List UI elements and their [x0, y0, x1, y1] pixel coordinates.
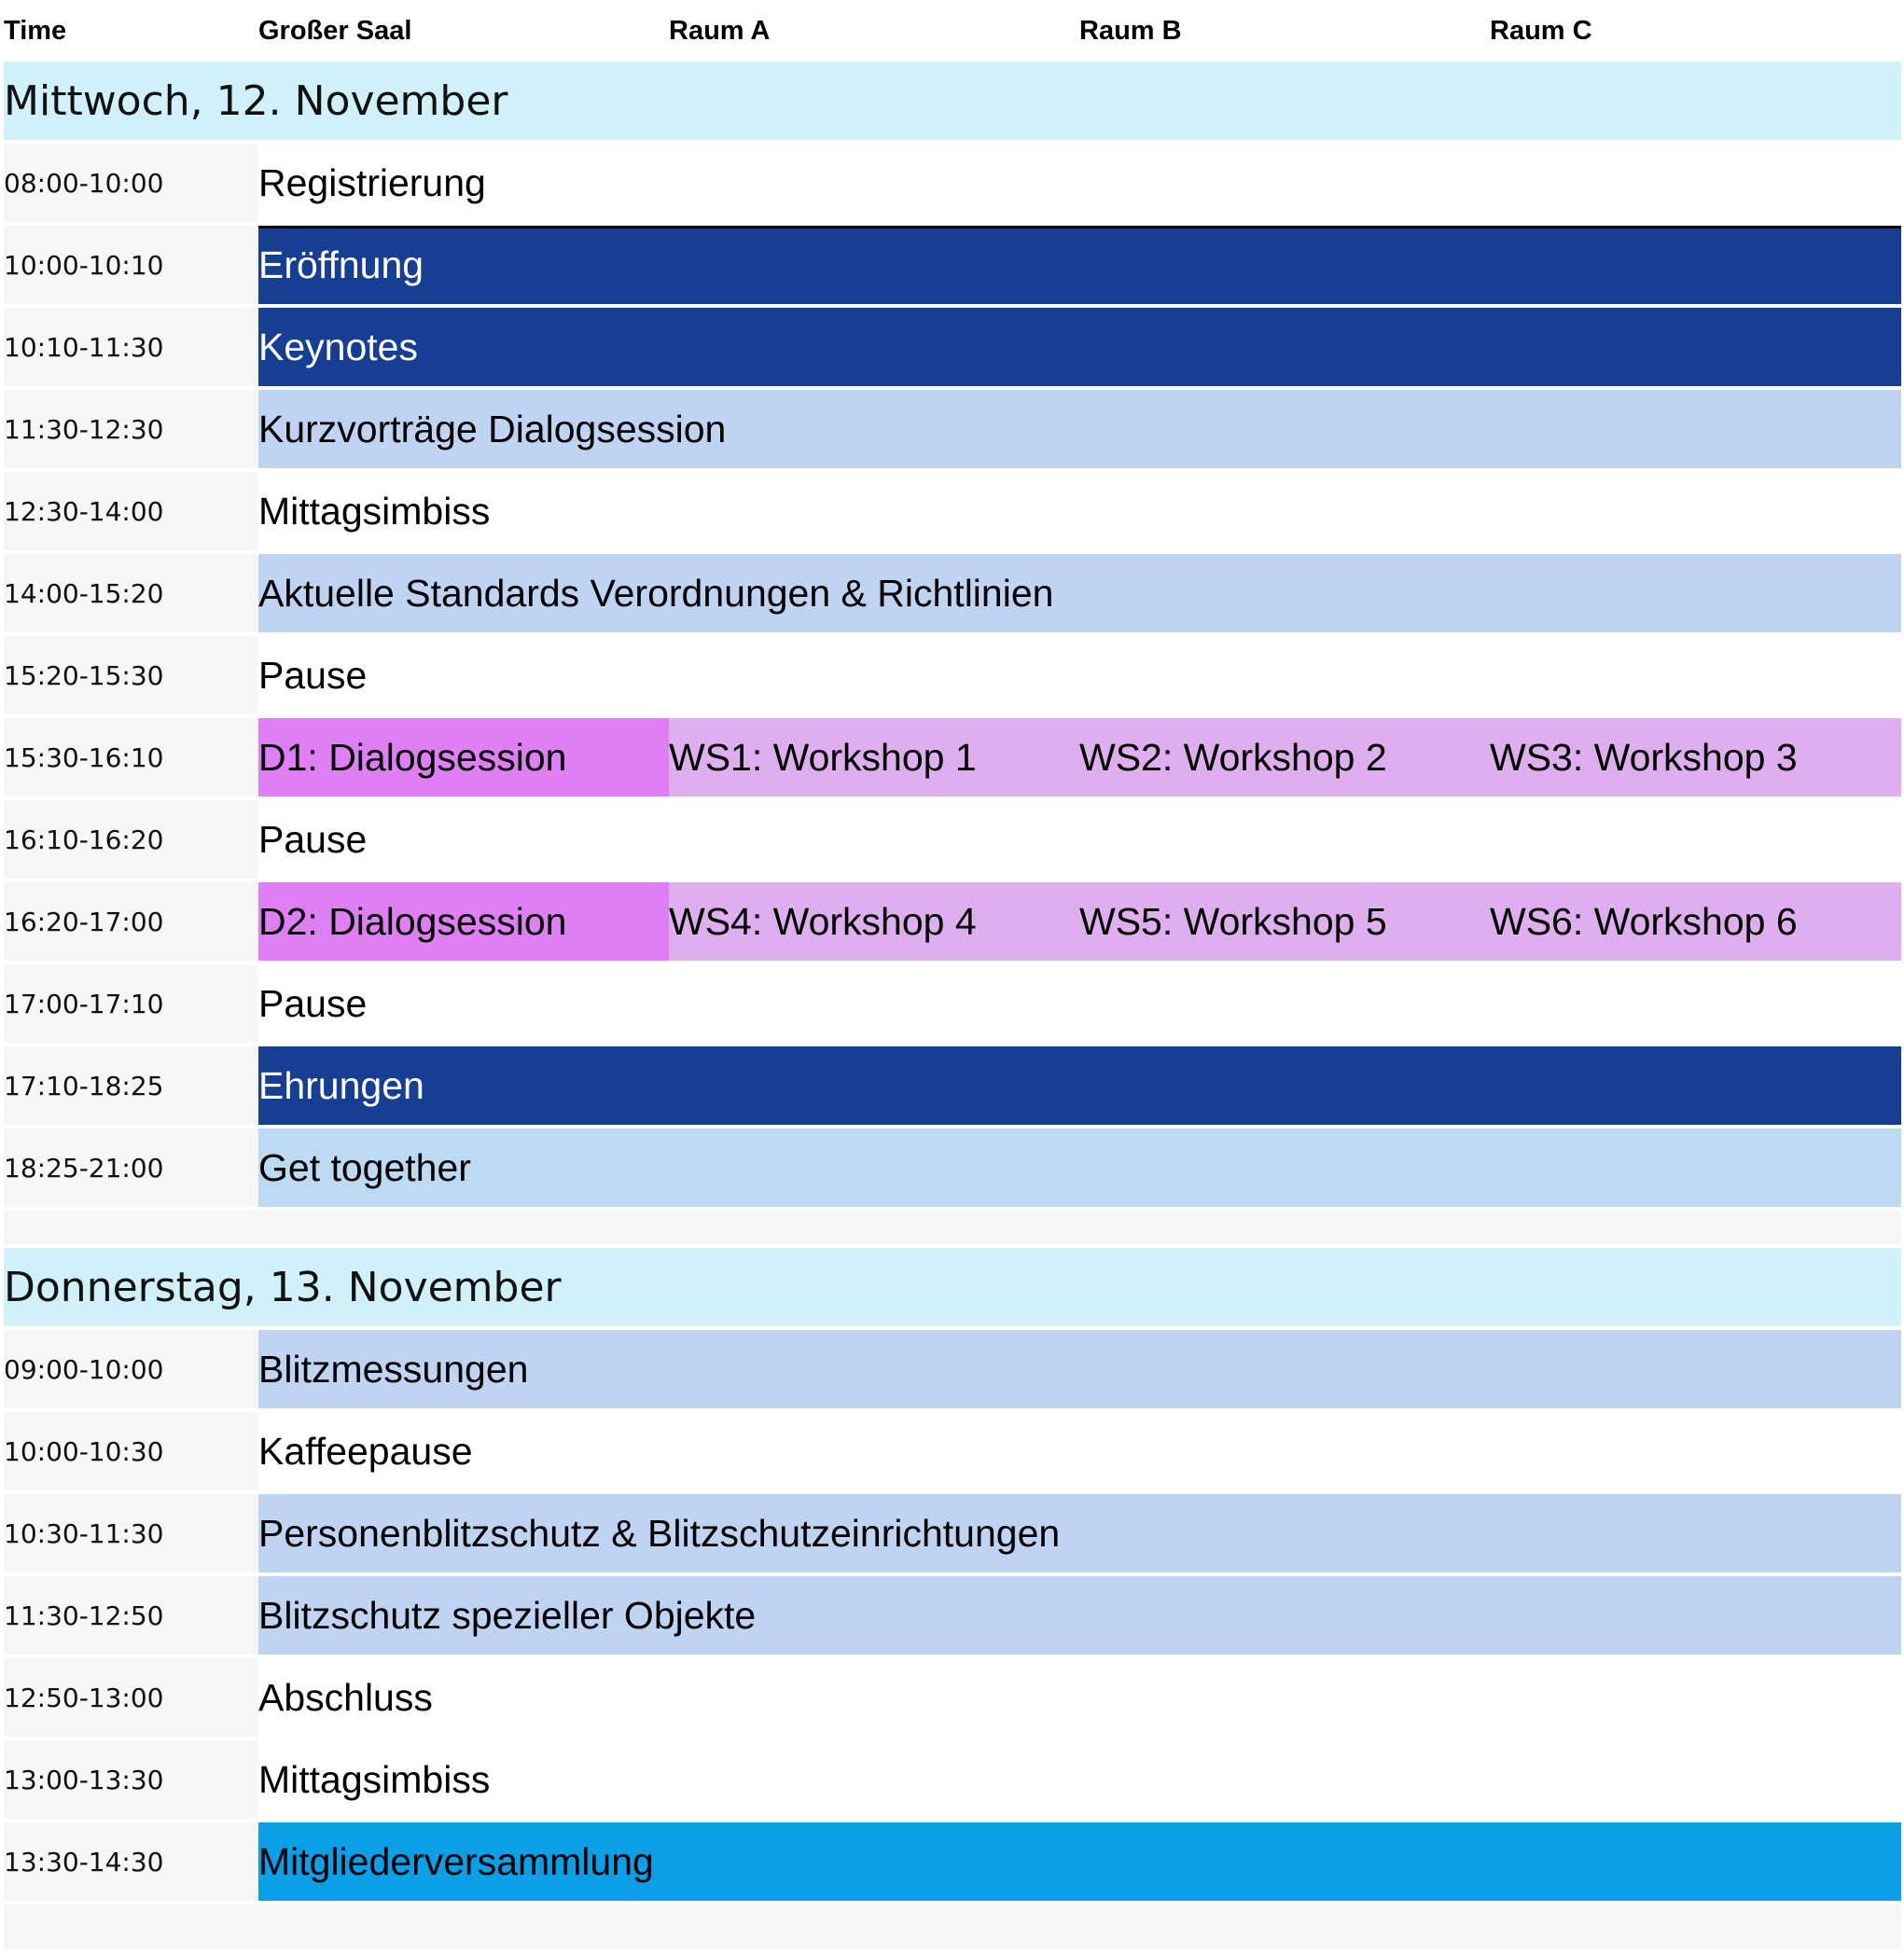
- workshop-cell: WS4: Workshop 4: [669, 882, 1079, 961]
- session-title: Mitgliederversammlung: [258, 1822, 1901, 1901]
- parallel-session-row: [4, 882, 1901, 961]
- session-time: 11:30-12:30: [4, 390, 258, 468]
- session-title: Kaffeepause: [258, 1412, 1901, 1490]
- session-time: 12:30-14:00: [4, 472, 258, 550]
- session-title: Get together: [258, 1129, 1901, 1207]
- session-title: Registrierung: [258, 144, 1901, 222]
- session-time: 10:30-11:30: [4, 1494, 258, 1572]
- session-row: [4, 1822, 1901, 1901]
- session-title: Eröffnung: [258, 226, 1901, 304]
- dialog-session-cell: D2: Dialogsession: [258, 882, 669, 961]
- session-title: Pause: [258, 964, 1901, 1043]
- session-time: 14:00-15:20: [4, 554, 258, 632]
- session-time: 11:30-12:50: [4, 1576, 258, 1655]
- column-header-grosser-saal: Großer Saal: [258, 4, 669, 58]
- session-row: [4, 472, 1901, 550]
- session-time: 09:00-10:00: [4, 1330, 258, 1408]
- day-header-row: [4, 62, 1901, 140]
- parallel-session-row: [4, 718, 1901, 796]
- session-row: [4, 1412, 1901, 1490]
- session-row: [4, 1046, 1901, 1125]
- session-title: Kurzvorträge Dialogsession: [258, 390, 1901, 468]
- session-time: 10:00-10:30: [4, 1412, 258, 1490]
- session-row: [4, 964, 1901, 1043]
- session-row: [4, 390, 1901, 468]
- workshop-cell: WS1: Workshop 1: [669, 718, 1079, 796]
- session-title: Pause: [258, 800, 1901, 879]
- session-row: [4, 1330, 1901, 1408]
- session-time: 10:00-10:10: [4, 226, 258, 304]
- session-time: 13:30-14:30: [4, 1822, 258, 1901]
- session-time: 17:00-17:10: [4, 964, 258, 1043]
- day-header-row: [4, 1248, 1901, 1326]
- workshop-cell: WS6: Workshop 6: [1490, 882, 1901, 961]
- session-row: [4, 1576, 1901, 1655]
- program-schedule-table: [4, 0, 1901, 1953]
- session-time: 17:10-18:25: [4, 1046, 258, 1125]
- column-header-row: [4, 4, 1901, 58]
- session-time: 13:00-13:30: [4, 1740, 258, 1819]
- session-title: Keynotes: [258, 308, 1901, 386]
- session-time: 16:10-16:20: [4, 800, 258, 879]
- session-row: [4, 1740, 1901, 1819]
- session-title: Pause: [258, 636, 1901, 714]
- column-header-raum-b: Raum B: [1079, 4, 1490, 58]
- session-time: 16:20-17:00: [4, 882, 258, 961]
- session-title: Ehrungen: [258, 1046, 1901, 1125]
- session-time: 08:00-10:00: [4, 144, 258, 222]
- session-title: Personenblitzschutz & Blitzschutzeinrichtungen: [258, 1494, 1901, 1572]
- session-title: Blitzschutz spezieller Objekte: [258, 1576, 1901, 1655]
- session-title: Aktuelle Standards Verordnungen & Richtlinien: [258, 554, 1901, 632]
- column-header-raum-c: Raum C: [1490, 4, 1901, 58]
- session-time: 15:20-15:30: [4, 636, 258, 714]
- column-header-raum-a: Raum A: [669, 4, 1079, 58]
- session-time: 18:25-21:00: [4, 1129, 258, 1207]
- table-end-spacer: [4, 1905, 1901, 1949]
- workshop-cell: WS5: Workshop 5: [1079, 882, 1490, 961]
- session-row: [4, 308, 1901, 386]
- day-header-label: Donnerstag, 13. November: [4, 1248, 1901, 1326]
- session-row: [4, 636, 1901, 714]
- session-row: [4, 800, 1901, 879]
- day-separator: [4, 1211, 1901, 1244]
- session-time: 12:50-13:00: [4, 1658, 258, 1737]
- session-title: Abschluss: [258, 1658, 1901, 1737]
- session-row: [4, 1494, 1901, 1572]
- session-time: 15:30-16:10: [4, 718, 258, 796]
- session-title: Mittagsimbiss: [258, 472, 1901, 550]
- column-header-time: Time: [4, 4, 258, 58]
- session-row: [4, 1658, 1901, 1737]
- dialog-session-cell: D1: Dialogsession: [258, 718, 669, 796]
- session-row: [4, 226, 1901, 304]
- day-header-label: Mittwoch, 12. November: [4, 62, 1901, 140]
- workshop-cell: WS3: Workshop 3: [1490, 718, 1901, 796]
- workshop-cell: WS2: Workshop 2: [1079, 718, 1490, 796]
- session-time: 10:10-11:30: [4, 308, 258, 386]
- session-title: Blitzmessungen: [258, 1330, 1901, 1408]
- session-row: [4, 144, 1901, 222]
- session-row: [4, 554, 1901, 632]
- session-row: [4, 1129, 1901, 1207]
- session-title: Mittagsimbiss: [258, 1740, 1901, 1819]
